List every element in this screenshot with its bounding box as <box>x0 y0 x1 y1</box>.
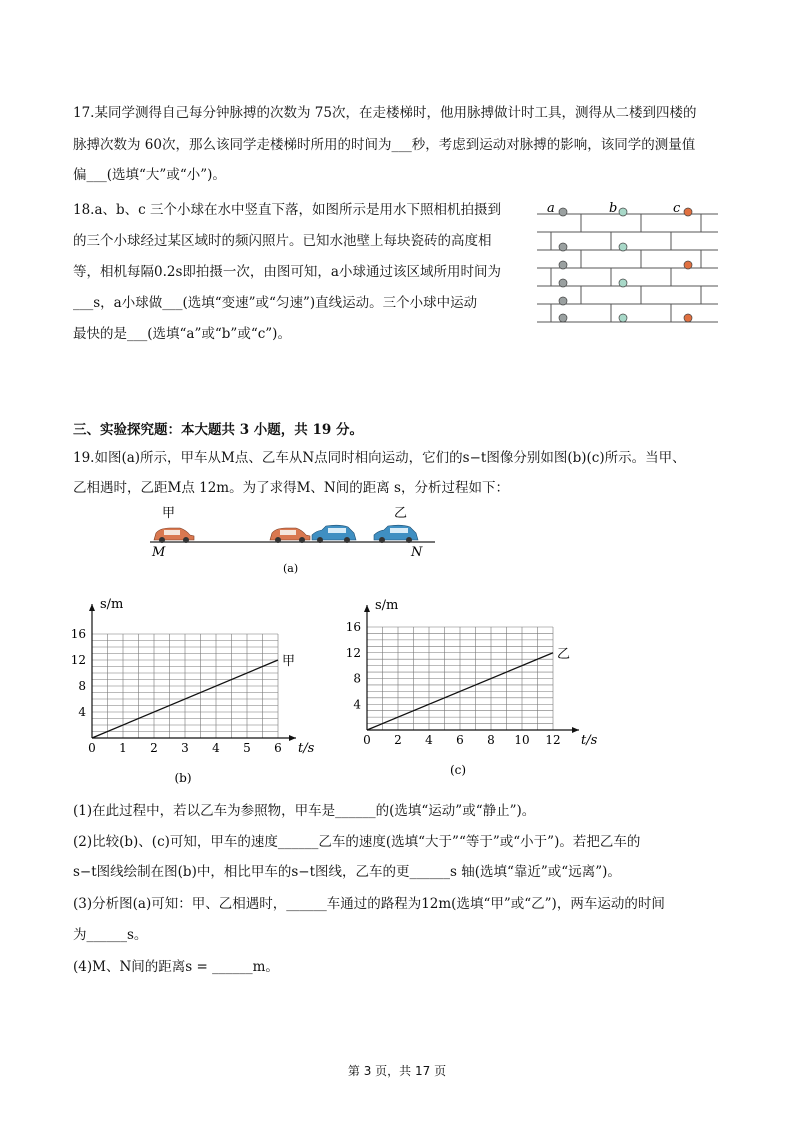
car-yi-middle <box>312 525 356 543</box>
ball-b-label: b <box>609 201 618 216</box>
series-label: 乙 <box>557 646 571 662</box>
x-tick-label: 6 <box>274 741 282 755</box>
q17-line-3: 偏___(选填“大”或“小”)。 <box>73 167 226 183</box>
q19-sub-1: (1)在此过程中，若以乙车为参照物，甲车是______的(选填“运动”或“静止”)。 <box>73 803 536 819</box>
q19-sub-2b: s−t图线绘制在图(b)中，相比甲车的s−t图线，乙车的更______s 轴(选填“靠近”或“远离”)。 <box>73 864 621 880</box>
y-tick-label: 16 <box>70 627 86 641</box>
label-jia: 甲 <box>162 506 176 521</box>
car-jia-start <box>154 528 194 543</box>
x-axis-label: t/s <box>581 733 598 748</box>
y-axis-label: s/m <box>100 597 124 612</box>
x-tick-label: 3 <box>181 741 189 755</box>
q17-line-1: 17.某同学测得自己每分钟脉搏的次数为 75次，在走楼梯时，他用脉搏做计时工具，测得从二楼到四楼的 <box>73 105 697 121</box>
car-yi-start <box>374 525 418 543</box>
q18-tile-figure <box>533 200 723 328</box>
q19-line-2: 乙相遇时，乙距M点 12m。为了求得M、N间的距离 s，分析过程如下： <box>73 480 509 496</box>
q18-line-1: 18.a、b、c 三个小球在水中竖直下落，如图所示是用水下照相机拍摄到 <box>73 202 502 218</box>
fig-a-caption: (a) <box>283 562 299 575</box>
ball-b-2 <box>619 279 627 287</box>
chart-b <box>70 590 330 790</box>
ball-a-1 <box>559 243 567 251</box>
ball-b-0 <box>619 208 627 216</box>
ball-b-3 <box>619 314 627 322</box>
q18-line-2: 的三个小球经过某区域时的频闪照片。已知水池壁上每块瓷砖的高度相 <box>73 233 492 249</box>
ball-b-1 <box>619 243 627 251</box>
grid <box>92 634 278 738</box>
section-3-heading: 三、实验探究题：本大题共 3 小题，共 19 分。 <box>73 422 363 438</box>
y-tick-label: 8 <box>78 679 86 693</box>
q18-line-5: 最快的是___(选填“a”或“b”或“c”)。 <box>73 326 291 342</box>
label-N: N <box>411 545 423 560</box>
q19-line-1: 19.如图(a)所示，甲车从M点、乙车从N点同时相向运动，它们的s−t图像分别如图(b)(c)所示。当甲、 <box>73 450 686 466</box>
x-tick-label: 5 <box>243 741 251 755</box>
chart-caption: (c) <box>449 763 467 777</box>
x-tick-label: 4 <box>425 733 433 747</box>
ball-c-1 <box>684 261 692 269</box>
q18-line-4: ___s，a小球做___(选填“变速”或“匀速”)直线运动。三个小球中运动 <box>73 295 478 311</box>
y-tick-label: 12 <box>345 645 361 660</box>
ball-c-label: c <box>673 201 681 216</box>
series-label: 甲 <box>282 654 296 669</box>
x-tick-label: 4 <box>212 741 220 755</box>
y-tick-label: 8 <box>353 671 361 686</box>
ball-a-0 <box>559 208 567 216</box>
q19-sub-3a: (3)分析图(a)可知：甲、乙相遇时，______车通过的路程为12m(选填“甲”或“乙”)，两车运动的时间 <box>73 896 665 912</box>
x-tick-label: 0 <box>363 733 371 747</box>
x-tick-label: 8 <box>487 733 495 747</box>
y-axis-label: s/m <box>375 598 399 613</box>
y-tick-label: 4 <box>353 697 361 712</box>
x-tick-label: 10 <box>514 733 530 747</box>
ball-a-2 <box>559 261 567 269</box>
chart-c <box>345 588 610 788</box>
q18-line-3: 等，相机每隔0.2s即拍摄一次，由图可知，a小球通过该区域所用时间为 <box>73 264 501 280</box>
q17-line-2: 脉搏次数为 60次，那么该同学走楼梯时所用的时间为___秒，考虑到运动对脉搏的影响，该同学的测量值 <box>73 137 696 153</box>
q19-figure-a <box>140 500 450 576</box>
ball-a-label: a <box>547 201 555 216</box>
ball-c-2 <box>684 314 692 322</box>
x-tick-label: 0 <box>88 741 96 755</box>
page-footer: 第 3 页，共 17 页 <box>347 1064 447 1078</box>
label-M: M <box>152 545 166 560</box>
x-tick-label: 2 <box>394 733 402 747</box>
ball-a-3 <box>559 279 567 287</box>
car-jia-middle <box>270 528 310 543</box>
chart-caption: (b) <box>174 771 192 785</box>
q19-sub-4: (4)M、N间的距离s = ______m。 <box>73 959 279 975</box>
grid <box>367 627 553 730</box>
x-tick-label: 1 <box>119 741 127 755</box>
q19-sub-2a: (2)比较(b)、(c)可知，甲车的速度______乙车的速度(选填“大于”“等于”或“小于”)。若把乙车的 <box>73 834 641 850</box>
y-tick-label: 4 <box>78 705 86 719</box>
y-tick-label: 16 <box>345 620 361 634</box>
ball-c-0 <box>684 208 692 216</box>
x-tick-label: 12 <box>545 733 561 747</box>
y-tick-label: 12 <box>70 653 86 667</box>
ball-a-4 <box>559 297 567 305</box>
x-tick-label: 2 <box>150 741 158 755</box>
ball-a-5 <box>559 314 567 322</box>
x-tick-label: 6 <box>456 733 464 747</box>
x-axis-label: t/s <box>298 741 315 756</box>
q19-sub-3b: 为______s。 <box>73 927 148 943</box>
label-yi: 乙 <box>394 506 408 521</box>
